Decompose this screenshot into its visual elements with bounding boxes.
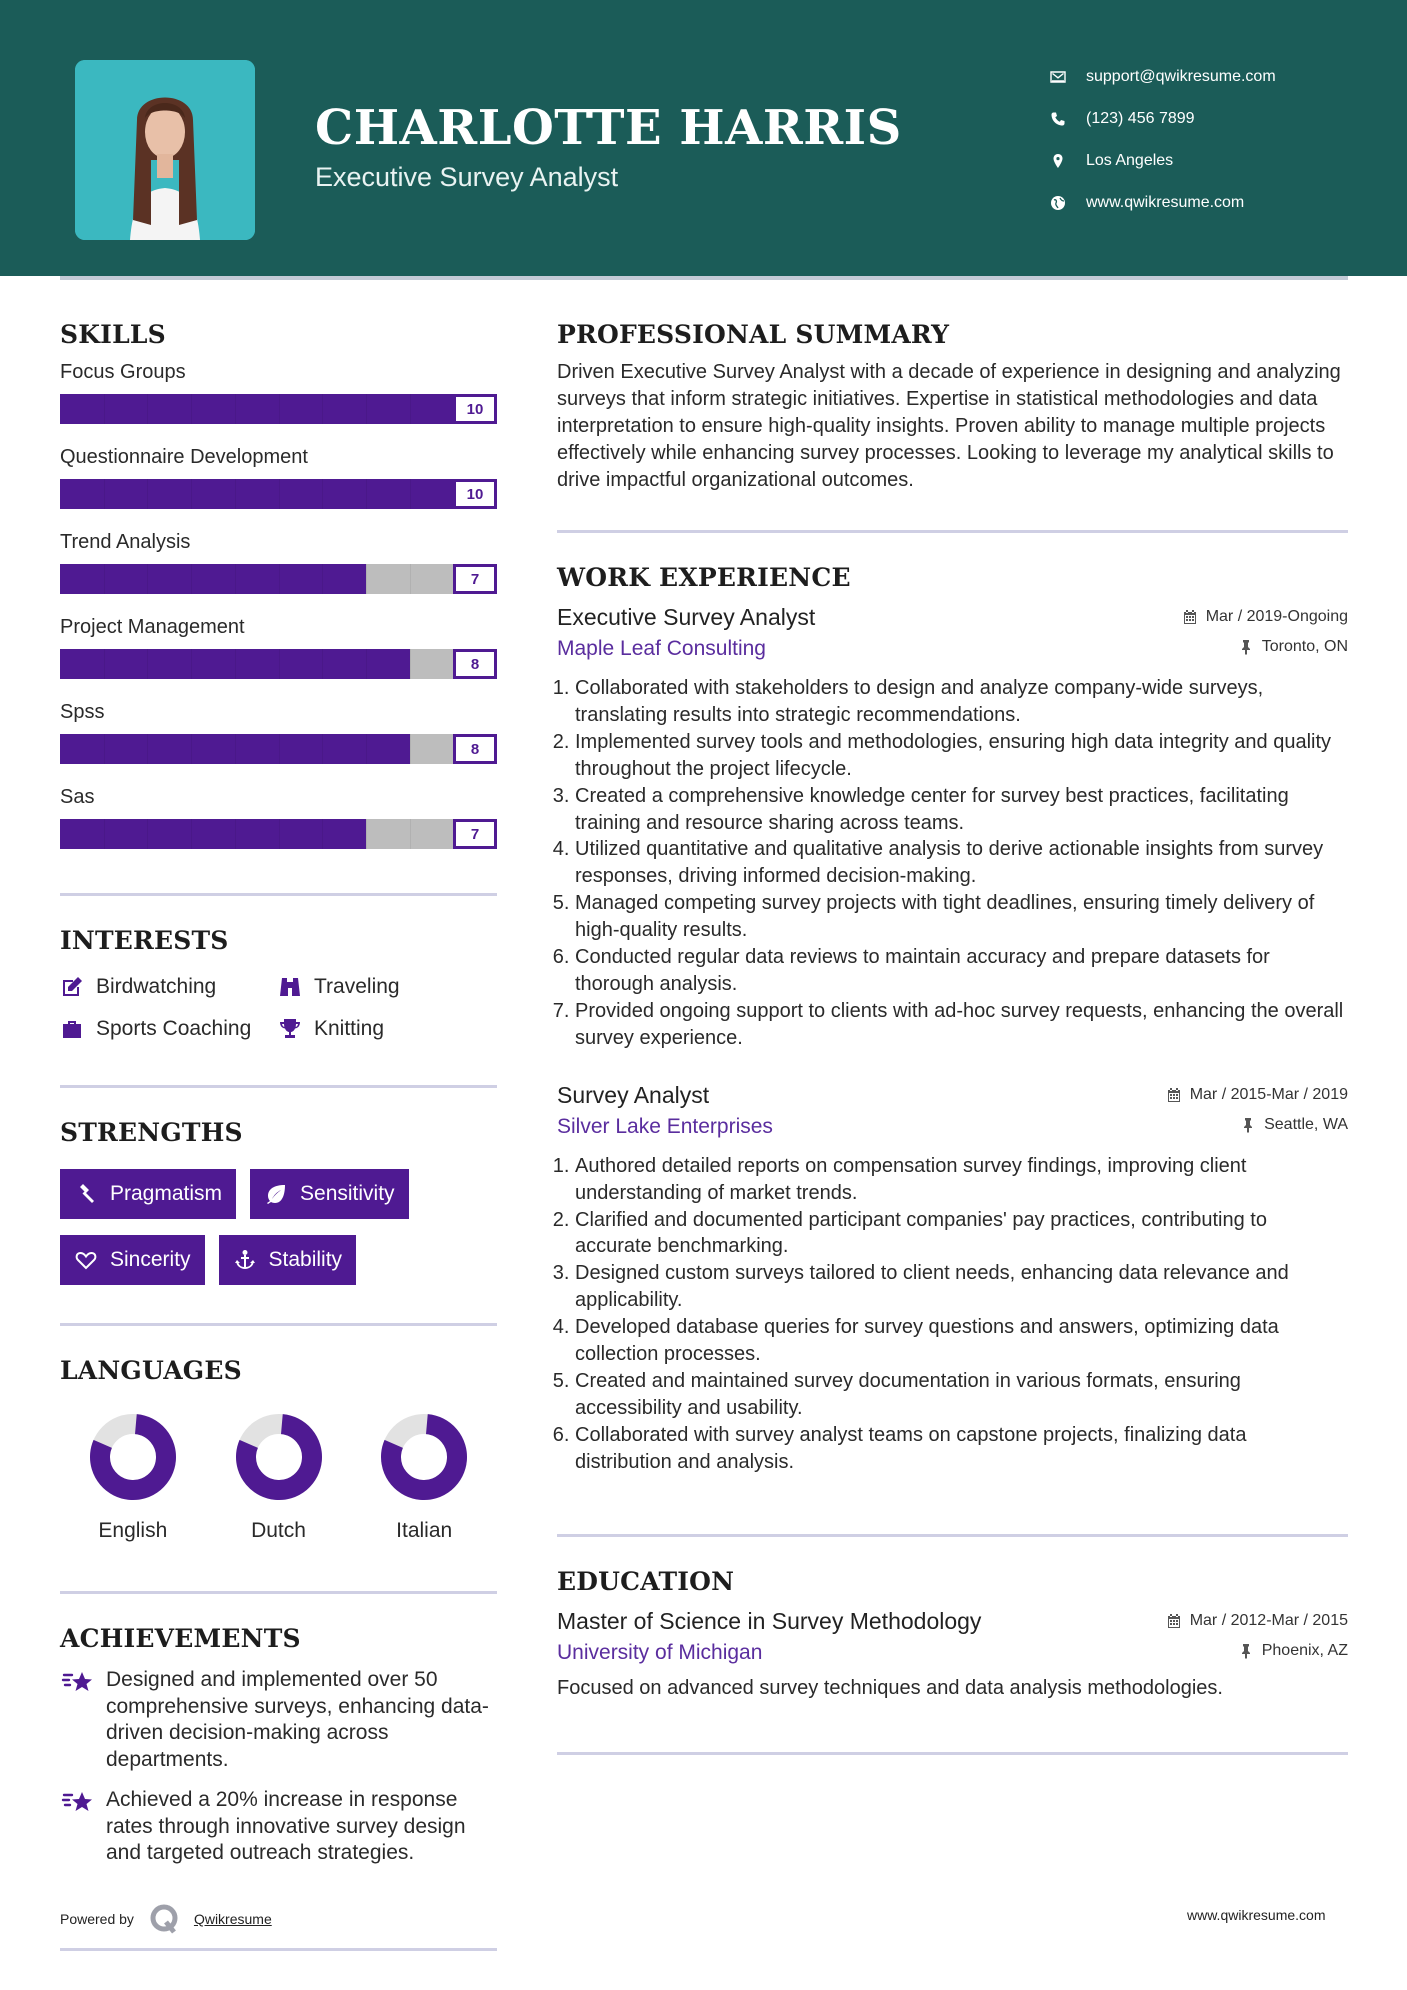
calendar-icon — [1166, 1087, 1182, 1103]
pushpin-icon — [1238, 1643, 1254, 1659]
skill-bar-segment — [191, 564, 192, 594]
skill-item — [60, 446, 497, 509]
duty-item: 3. Designed custom surveys tailored to client needs, enhancing data relevance and applicability. — [575, 1260, 1348, 1314]
duty-item: 2. Clarified and documented participant companies' pay practices, contributing to accurate benchmarking. — [575, 1207, 1348, 1261]
duty-item: 5. Managed competing survey projects with tight deadlines, ensuring timely delivery of high-quality results. — [575, 890, 1348, 944]
skill-bar-segment — [104, 479, 105, 509]
skill-bar-segment — [104, 649, 105, 679]
pushpin-icon — [1240, 1117, 1256, 1133]
skill-bar-segment — [322, 479, 323, 509]
skill-label: Sas — [60, 786, 95, 808]
envelope-icon — [1050, 69, 1086, 85]
trophy-icon — [278, 1017, 302, 1041]
powered-by — [60, 1902, 272, 1936]
skill-bar-segment — [322, 819, 323, 849]
languages-section — [60, 1356, 497, 1543]
section-divider — [60, 1085, 497, 1088]
language-label: English — [98, 1519, 168, 1542]
achievements-heading: ACHIEVEMENTS — [60, 1624, 301, 1653]
skill-bar-segment — [235, 734, 236, 764]
summary-heading: PROFESSIONAL SUMMARY — [557, 320, 950, 349]
interest-item — [60, 975, 278, 999]
contact-email-text: support@qwikresume.com — [1086, 68, 1276, 85]
skill-bar-segment — [279, 819, 280, 849]
job-location-text: Toronto, ON — [1261, 638, 1348, 655]
section-divider — [60, 1948, 497, 1951]
languages-list — [60, 1413, 497, 1543]
duty-item: 5. Created and maintained survey documentation in various formats, ensuring accessibility and usability. — [575, 1368, 1348, 1422]
leaf-icon — [264, 1182, 288, 1206]
job-title: Executive Survey Analyst — [557, 604, 816, 630]
skill-bar-segment — [235, 649, 236, 679]
interests-list — [60, 975, 497, 1041]
achievement-text: Achieved a 20% increase in response rates through innovative survey design and targeted outreach strategies. — [106, 1788, 466, 1864]
skill-value-badge: 10 — [453, 394, 497, 424]
skill-bar-segment — [191, 394, 192, 424]
strength-label: Stability — [268, 1248, 343, 1271]
skill-bar-segment — [104, 734, 105, 764]
skill-bar-segment — [279, 394, 280, 424]
skill-item — [60, 786, 497, 849]
strengths-list — [60, 1169, 497, 1285]
anchor-icon — [233, 1248, 257, 1272]
duty-item: 1. Collaborated with stakeholders to design and analyze company-wide surveys, translating results into strategic recommendations. — [575, 675, 1348, 729]
powered-by-label: Powered by — [60, 1911, 134, 1927]
skill-bar-segment — [235, 479, 236, 509]
skill-bar-segment — [104, 394, 105, 424]
skill-label: Questionnaire Development — [60, 446, 308, 468]
strength-label: Pragmatism — [110, 1182, 223, 1205]
language-item — [206, 1413, 352, 1543]
skill-bar-segment — [366, 564, 367, 594]
gavel-icon — [74, 1182, 98, 1206]
job-dates-text: Mar / 2019-Ongoing — [1205, 608, 1348, 625]
education-dates-text: Mar / 2012-Mar / 2015 — [1189, 1611, 1348, 1629]
job-dates — [1182, 608, 1348, 626]
skill-item — [60, 361, 497, 424]
skill-bar-segment — [279, 649, 280, 679]
interest-label: Sports Coaching — [96, 1017, 252, 1040]
strength-tag — [219, 1235, 357, 1285]
skill-value-badge: 7 — [453, 564, 497, 594]
experience-heading: WORK EXPERIENCE — [557, 563, 851, 592]
left-column — [60, 320, 497, 1867]
strength-tag — [250, 1169, 409, 1219]
language-donut-chart — [380, 1413, 468, 1501]
candidate-title: Executive Survey Analyst — [315, 162, 619, 192]
contact-location — [1050, 140, 1276, 182]
skill-bar-segment — [322, 564, 323, 594]
skill-bar-segment — [147, 479, 148, 509]
experience-section — [557, 563, 1348, 1476]
job-dates — [1166, 1086, 1348, 1104]
duty-item: 6. Conducted regular data reviews to maintain accuracy and prepare datasets for thorough analysis. — [575, 944, 1348, 998]
candidate-name: CHARLOTTE HARRIS — [315, 100, 902, 156]
shooting-star-icon — [60, 1789, 96, 1817]
skill-bar-segment — [366, 649, 367, 679]
strength-tag — [60, 1169, 236, 1219]
contact-list — [1050, 56, 1276, 224]
skill-label: Trend Analysis — [60, 531, 191, 553]
achievement-item — [60, 1787, 497, 1867]
interest-item — [278, 1017, 478, 1041]
skill-bar-segment — [235, 819, 236, 849]
phone-icon — [1050, 111, 1086, 127]
section-divider — [557, 530, 1348, 533]
achievements-section — [60, 1624, 497, 1867]
skill-item — [60, 531, 497, 594]
skill-bar — [60, 734, 497, 764]
duty-item: 2. Implemented survey tools and methodologies, ensuring high data integrity and quality throughout the project lifecycle. — [575, 729, 1348, 783]
language-label: Dutch — [251, 1519, 306, 1542]
skill-bar-fill — [60, 564, 366, 594]
calendar-icon — [1182, 609, 1198, 625]
contact-phone[interactable] — [1050, 98, 1276, 140]
skill-bar-segment — [366, 734, 367, 764]
education-dates — [1166, 1612, 1348, 1630]
education-location-text: Phoenix, AZ — [1261, 1641, 1348, 1659]
shooting-star-icon — [60, 1669, 96, 1697]
resume-header — [0, 0, 1407, 276]
skill-bar-segment — [366, 394, 367, 424]
skill-bar-segment — [410, 734, 411, 764]
skill-bar-segment — [410, 649, 411, 679]
skill-item — [60, 616, 497, 679]
achievement-text: Designed and implemented over 50 comprehensive surveys, enhancing data-driven decision-making across departments. — [106, 1668, 489, 1771]
globe-icon — [1050, 195, 1086, 211]
skill-bar-segment — [191, 649, 192, 679]
skill-bar-segment — [191, 734, 192, 764]
skill-bar-segment — [410, 394, 411, 424]
section-divider — [557, 1534, 1348, 1537]
qwikresume-link[interactable]: Qwikresume — [193, 1911, 272, 1927]
summary-text: Driven Executive Survey Analyst with a decade of experience in designing and analyzing surveys that inform strategic initiatives. Expertise in statistical methodologies and data interpretation to ensure high-quality insights. Proven ability to manage multiple projects effectively while enhancing survey processes. Looking to leverage my analytical skills to drive impactful organizational outcomes. — [557, 361, 1341, 491]
section-divider — [557, 1752, 1348, 1755]
skills-section — [60, 320, 497, 849]
map-marker-icon — [1050, 153, 1086, 169]
job-duties — [557, 675, 1348, 1052]
skill-bar-segment — [235, 564, 236, 594]
skill-bar — [60, 649, 497, 679]
interest-label: Knitting — [314, 1017, 385, 1040]
summary-section — [557, 320, 1348, 494]
contact-phone-text: (123) 456 7899 — [1086, 110, 1195, 127]
duty-item: 3. Created a comprehensive knowledge center for survey best practices, facilitating training and resource sharing across teams. — [575, 783, 1348, 837]
skill-bar — [60, 394, 497, 424]
skill-bar-segment — [147, 734, 148, 764]
duty-item: 1. Authored detailed reports on compensation survey findings, improving client understanding of market trends. — [575, 1153, 1348, 1207]
contact-website[interactable] — [1050, 182, 1276, 224]
binoculars-icon — [278, 975, 302, 999]
duty-item: 4. Developed database queries for survey questions and answers, optimizing data collection processes. — [575, 1314, 1348, 1368]
skill-bar-segment — [366, 479, 367, 509]
skill-bar-segment — [410, 479, 411, 509]
job-company: Maple Leaf Consulting — [557, 637, 766, 660]
skill-value-badge: 8 — [453, 649, 497, 679]
suitcase-icon — [60, 1017, 84, 1041]
job-entry — [557, 1082, 1348, 1476]
language-donut-chart — [235, 1413, 323, 1501]
job-entry — [557, 604, 1348, 1052]
profile-photo — [75, 60, 255, 240]
skill-bar-segment — [279, 479, 280, 509]
interests-section — [60, 926, 497, 1041]
skill-bar — [60, 564, 497, 594]
skill-bar-segment — [279, 564, 280, 594]
language-item — [60, 1413, 206, 1543]
skill-bar-segment — [147, 394, 148, 424]
skill-label: Focus Groups — [60, 361, 186, 383]
interest-item — [60, 1017, 278, 1041]
qwikresume-logo-icon — [148, 1902, 182, 1936]
job-duties — [557, 1153, 1348, 1476]
calendar-icon — [1166, 1613, 1182, 1629]
heart-icon — [74, 1248, 98, 1272]
skill-value-badge: 10 — [453, 479, 497, 509]
skill-bar-segment — [279, 734, 280, 764]
language-donut-chart — [89, 1413, 177, 1501]
education-section — [557, 1567, 1348, 1700]
job-company: Silver Lake Enterprises — [557, 1114, 773, 1138]
skill-bar-segment — [147, 819, 148, 849]
skill-bar-segment — [366, 819, 367, 849]
job-location — [1238, 638, 1348, 656]
skill-bar-segment — [104, 819, 105, 849]
contact-location-text: Los Angeles — [1086, 152, 1174, 169]
skill-bar-segment — [410, 564, 411, 594]
skill-bar-segment — [322, 734, 323, 764]
skill-bar-segment — [322, 394, 323, 424]
skill-item — [60, 701, 497, 764]
strengths-heading: STRENGTHS — [60, 1118, 243, 1147]
school-name: University of Michigan — [557, 1640, 763, 1664]
degree-title: Master of Science in Survey Methodology — [557, 1607, 982, 1634]
right-column — [557, 320, 1348, 1755]
job-location-text: Seattle, WA — [1264, 1115, 1348, 1133]
skill-label: Project Management — [60, 616, 245, 638]
contact-email[interactable] — [1050, 56, 1276, 98]
strengths-section — [60, 1118, 497, 1285]
language-item — [351, 1413, 497, 1543]
section-divider — [60, 1591, 497, 1594]
skill-bar-segment — [235, 394, 236, 424]
job-dates-text: Mar / 2015-Mar / 2019 — [1189, 1085, 1348, 1103]
pushpin-icon — [1238, 639, 1254, 655]
duty-item: 6. Collaborated with survey analyst teams on capstone projects, finalizing data distribution and analysis. — [575, 1422, 1348, 1476]
skill-bar-fill — [60, 819, 366, 849]
interests-heading: INTERESTS — [60, 926, 229, 955]
skill-bar-segment — [147, 649, 148, 679]
skills-heading: SKILLS — [60, 320, 166, 349]
job-location — [1240, 1116, 1348, 1134]
education-location — [1238, 1642, 1348, 1660]
job-title: Survey Analyst — [557, 1081, 710, 1108]
education-heading: EDUCATION — [557, 1566, 735, 1596]
skill-bar-segment — [410, 819, 411, 849]
duty-item: 7. Provided ongoing support to clients with ad-hoc survey requests, enhancing the overall survey experience. — [575, 998, 1348, 1052]
strength-label: Sensitivity — [300, 1182, 395, 1205]
skill-bar-segment — [191, 819, 192, 849]
education-description: Focused on advanced survey techniques and data analysis methodologies. — [557, 1676, 1223, 1699]
skill-value-badge: 7 — [453, 819, 497, 849]
strength-label: Sincerity — [110, 1248, 191, 1271]
skill-bar — [60, 819, 497, 849]
skill-bar — [60, 479, 497, 509]
skill-bar-segment — [322, 649, 323, 679]
duty-item: 4. Utilized quantitative and qualitative analysis to derive actionable insights from survey responses, driving informed decision-making. — [575, 836, 1348, 890]
footer-website[interactable]: www.qwikresume.com — [1187, 1907, 1326, 1923]
language-label: Italian — [396, 1519, 453, 1542]
interest-item — [278, 975, 478, 999]
section-divider — [60, 1323, 497, 1326]
contact-website-text: www.qwikresume.com — [1086, 194, 1245, 211]
skill-bar-segment — [191, 479, 192, 509]
edit-icon — [60, 975, 84, 999]
achievement-item — [60, 1667, 497, 1773]
strength-tag — [60, 1235, 205, 1285]
skill-label: Spss — [60, 701, 105, 723]
skill-bar-segment — [147, 564, 148, 594]
interest-label: Traveling — [314, 975, 400, 998]
interest-label: Birdwatching — [96, 975, 217, 998]
section-divider — [60, 893, 497, 896]
skill-bar-segment — [104, 564, 105, 594]
skill-value-badge: 8 — [453, 734, 497, 764]
header-divider — [60, 276, 1348, 280]
person-photo-icon — [75, 60, 255, 240]
skills-list — [60, 361, 497, 849]
languages-heading: LANGUAGES — [60, 1356, 242, 1385]
